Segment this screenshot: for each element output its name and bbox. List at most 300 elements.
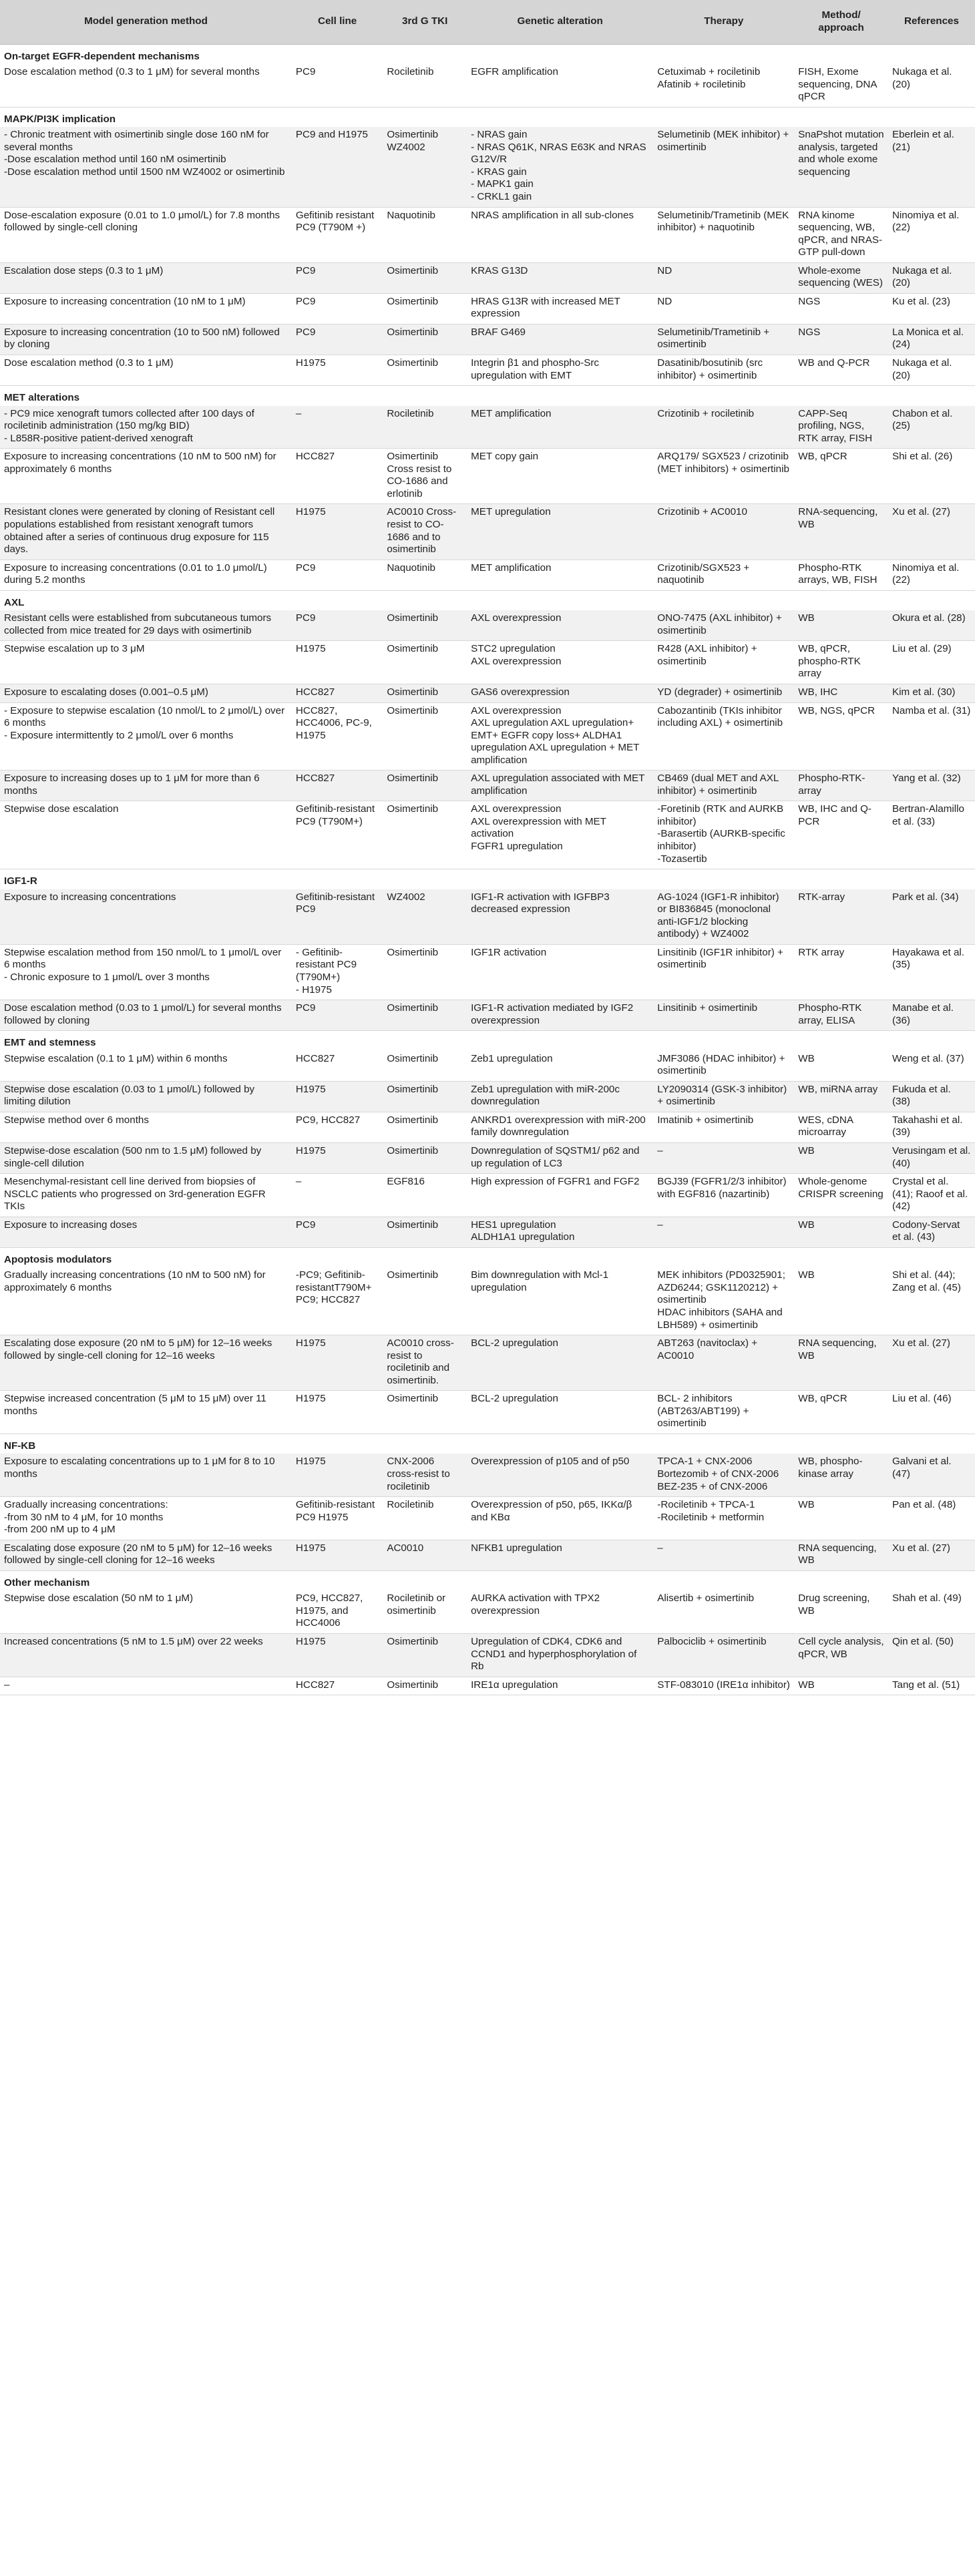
model-generation-method-cell bbox=[0, 1497, 292, 1540]
table-row bbox=[0, 1335, 975, 1391]
model-generation-method-cell bbox=[0, 1590, 292, 1633]
model-generation-method-cell bbox=[0, 1454, 292, 1496]
table-row bbox=[0, 355, 975, 385]
cell-line-cell bbox=[292, 324, 383, 355]
cell-line-text: HES1 upregulation bbox=[471, 1219, 556, 1231]
genetic-alteration-cell bbox=[467, 355, 653, 385]
cell-line-text: AC0010 cross-resist to rociletinib and osimertinib. bbox=[387, 1337, 454, 1386]
cell-line-text: Codony-Servat et al. (43) bbox=[892, 1219, 960, 1243]
cell-line-text: Dose escalation method (0.3 to 1 μM) for several months bbox=[4, 66, 260, 78]
section-title: AXL bbox=[4, 596, 25, 608]
cell-line-text: Selumetinib (MEK inhibitor) + osimertinib bbox=[657, 129, 789, 153]
cell-line-text: Osimertinib bbox=[387, 946, 439, 958]
tki-cell bbox=[383, 889, 467, 945]
tki-cell bbox=[383, 64, 467, 107]
cell-line-text: Gefitinib-resistant PC9 H1975 bbox=[295, 1499, 375, 1523]
cell-line-text: RNA sequencing, WB bbox=[798, 1542, 877, 1566]
cell-line-text: Selumetinib/Trametinib + osimertinib bbox=[657, 326, 770, 351]
header-cell-line: Cell line bbox=[292, 0, 383, 44]
cell-line-text: Namba et al. (31) bbox=[892, 704, 971, 716]
table-header bbox=[0, 0, 975, 44]
cell-line-text: Osimertinib bbox=[387, 1393, 439, 1405]
tki-cell bbox=[383, 1081, 467, 1112]
cell-line-text: GAS6 overexpression bbox=[471, 686, 570, 698]
cell-line-text: Liu et al. (29) bbox=[892, 643, 952, 655]
cell-line-text: CNX-2006 cross-resist to rociletinib bbox=[387, 1456, 450, 1492]
cell-line-text: Osimertinib bbox=[387, 129, 439, 141]
cell-line-text: WB, phospho-kinase array bbox=[798, 1456, 863, 1480]
tki-cell bbox=[383, 641, 467, 684]
cell-line-text: – bbox=[295, 1176, 302, 1188]
model-generation-method-cell bbox=[0, 1000, 292, 1031]
cell-line-text: Osimertinib bbox=[387, 326, 439, 338]
cell-line-text: -Tozasertib bbox=[657, 853, 707, 865]
model-generation-method-cell bbox=[0, 1267, 292, 1335]
cell-line-text: Galvani et al. (47) bbox=[892, 1456, 952, 1480]
cell-line-text: RNA kinome sequencing, WB, qPCR, and NRAS-GTP pull-down bbox=[798, 209, 883, 258]
cell-line-cell bbox=[292, 262, 383, 293]
cell-line-text: H1975 bbox=[295, 1636, 326, 1648]
cell-line-text: Okura et al. (28) bbox=[892, 612, 966, 624]
section-row bbox=[0, 107, 975, 127]
method-approach-cell bbox=[794, 1590, 888, 1633]
cell-line-text: Dasatinib/bosutinib (src inhibitor) + osimertinib bbox=[657, 357, 763, 381]
cell-line-text: Phospho-RTK-array bbox=[798, 773, 865, 797]
genetic-alteration-cell bbox=[467, 1142, 653, 1173]
cell-line-text: WES, cDNA microarray bbox=[798, 1114, 853, 1138]
cell-line-text: Bortezomib + of CNX-2006 bbox=[657, 1468, 779, 1480]
reference-cell bbox=[888, 641, 975, 684]
section-row bbox=[0, 44, 975, 64]
cell-line-text: HCC827 bbox=[295, 1679, 335, 1691]
cell-line-text: - KRAS gain bbox=[471, 166, 527, 178]
method-approach-cell bbox=[794, 560, 888, 590]
cell-line-text: Osimertinib bbox=[387, 686, 439, 698]
tki-cell bbox=[383, 1174, 467, 1217]
tki-cell bbox=[383, 1335, 467, 1391]
method-approach-cell bbox=[794, 504, 888, 560]
model-generation-method-cell bbox=[0, 127, 292, 207]
cell-line-text: Resistant cells were established from subcutaneous tumors collected from mice treated for 29 days with osimertinib bbox=[4, 612, 272, 636]
cell-line-text: Osimertinib bbox=[387, 1083, 439, 1095]
section-row bbox=[0, 1434, 975, 1454]
table-row bbox=[0, 1081, 975, 1112]
genetic-alteration-cell bbox=[467, 801, 653, 869]
cell-line-text: WB bbox=[798, 612, 815, 624]
cell-line-text: Dose escalation method (0.03 to 1 μmol/L) for several months followed by cloning bbox=[4, 1002, 282, 1026]
cell-line-text: Linsitinib + osimertinib bbox=[657, 1002, 758, 1014]
cell-line-text: WB bbox=[798, 1499, 815, 1511]
table-row bbox=[0, 610, 975, 641]
cell-line-text: MEK inhibitors (PD0325901; AZD6244; GSK1120212) + osimertinib bbox=[657, 1269, 785, 1306]
cell-line-text: Exposure to increasing concentrations (10 nM to 500 nM) for approximately 6 months bbox=[4, 451, 276, 475]
table-row bbox=[0, 684, 975, 703]
model-generation-method-cell bbox=[0, 610, 292, 641]
cell-line-text: LY2090314 (GSK-3 inhibitor) + osimertinib bbox=[657, 1083, 787, 1108]
therapy-cell bbox=[653, 1267, 794, 1335]
section-row bbox=[0, 1031, 975, 1051]
model-generation-method-cell bbox=[0, 684, 292, 703]
therapy-cell bbox=[653, 406, 794, 449]
cell-line-cell bbox=[292, 889, 383, 945]
cell-line-text: WB and Q-PCR bbox=[798, 357, 870, 369]
table-row bbox=[0, 1634, 975, 1677]
cell-line-text: HCC827 bbox=[295, 686, 335, 698]
cell-line-text: Rociletinib or osimertinib bbox=[387, 1592, 446, 1617]
cell-line-text: High expression of FGFR1 and FGF2 bbox=[471, 1176, 640, 1188]
cell-line-text: Gefitinib-resistant PC9 (T790M+) bbox=[295, 803, 375, 827]
method-approach-cell bbox=[794, 610, 888, 641]
reference-cell bbox=[888, 1391, 975, 1434]
cell-line-text: Overexpression of p105 and of p50 bbox=[471, 1456, 630, 1468]
reference-cell bbox=[888, 1081, 975, 1112]
cell-line-text: CAPP-Seq profiling, NGS, RTK array, FISH bbox=[798, 407, 873, 444]
tki-cell bbox=[383, 1051, 467, 1082]
method-approach-cell bbox=[794, 1677, 888, 1695]
cell-line-text: Osimertinib bbox=[387, 612, 439, 624]
reference-cell bbox=[888, 610, 975, 641]
cell-line-text: Kim et al. (30) bbox=[892, 686, 956, 698]
cell-line-text: Gradually increasing concentrations: bbox=[4, 1499, 168, 1511]
cell-line-text: H1975 bbox=[295, 1542, 326, 1554]
cell-line-text: Stepwise method over 6 months bbox=[4, 1114, 149, 1126]
method-approach-cell bbox=[794, 64, 888, 107]
section-row bbox=[0, 1570, 975, 1590]
section-title: Apoptosis modulators bbox=[4, 1253, 112, 1265]
cell-line-text: Crizotinib + rociletinib bbox=[657, 407, 755, 419]
reference-cell bbox=[888, 127, 975, 207]
tki-cell bbox=[383, 1454, 467, 1496]
cell-line-text: WZ4002 bbox=[387, 891, 425, 903]
cell-line-text: - NRAS gain bbox=[471, 129, 528, 141]
therapy-cell bbox=[653, 1454, 794, 1496]
model-generation-method-cell bbox=[0, 641, 292, 684]
cell-line-text: WB, qPCR, phospho-RTK array bbox=[798, 643, 861, 680]
table-row bbox=[0, 560, 975, 590]
cell-line-text: Fukuda et al. (38) bbox=[892, 1083, 951, 1108]
reference-cell bbox=[888, 1677, 975, 1695]
cell-line-cell bbox=[292, 801, 383, 869]
method-approach-cell bbox=[794, 324, 888, 355]
cell-line-text: WB, qPCR bbox=[798, 451, 847, 463]
cell-line-text: Xu et al. (27) bbox=[892, 506, 950, 518]
tki-cell bbox=[383, 1391, 467, 1434]
cell-line-text: ND bbox=[657, 295, 672, 307]
reference-cell bbox=[888, 355, 975, 385]
therapy-cell bbox=[653, 1081, 794, 1112]
table-row bbox=[0, 1142, 975, 1173]
cell-line-text: – bbox=[657, 1542, 663, 1554]
cell-line-text: WB bbox=[798, 1052, 815, 1064]
header-references: References bbox=[888, 0, 975, 44]
reference-cell bbox=[888, 406, 975, 449]
cell-line-cell bbox=[292, 504, 383, 560]
cell-line-cell bbox=[292, 1540, 383, 1570]
table-row bbox=[0, 1217, 975, 1247]
cell-line-text: R428 (AXL inhibitor) + osimertinib bbox=[657, 643, 757, 667]
table-row bbox=[0, 1267, 975, 1335]
section-title: MET alterations bbox=[4, 392, 80, 404]
cell-line-text: Crystal et al. (41); Raoof et al. (42) bbox=[892, 1176, 968, 1213]
cell-line-text: Shi et al. (26) bbox=[892, 451, 953, 463]
cell-line-cell bbox=[292, 1590, 383, 1633]
cell-line-text: Naquotinib bbox=[387, 209, 435, 221]
reference-cell bbox=[888, 1634, 975, 1677]
genetic-alteration-cell bbox=[467, 1000, 653, 1031]
cell-line-text: Escalation dose steps (0.3 to 1 μM) bbox=[4, 264, 164, 276]
cell-line-text: Overexpression of p50, p65, IKKα/β and KBα bbox=[471, 1499, 632, 1523]
cell-line-text: Mesenchymal-resistant cell line derived from biopsies of NSCLC patients who progressed on 3rd-generation EGFR TKIs bbox=[4, 1176, 266, 1213]
cell-line-text: Exposure to increasing doses bbox=[4, 1219, 138, 1231]
section-row bbox=[0, 869, 975, 889]
reference-cell bbox=[888, 1217, 975, 1247]
method-approach-cell bbox=[794, 1335, 888, 1391]
table-body bbox=[0, 44, 975, 1695]
cell-line-text: PC9 bbox=[295, 1219, 316, 1231]
table-row bbox=[0, 1677, 975, 1695]
tki-cell bbox=[383, 610, 467, 641]
cell-line-cell bbox=[292, 771, 383, 801]
cell-line-text: PC9 and H1975 bbox=[295, 129, 368, 141]
method-approach-cell bbox=[794, 355, 888, 385]
table-row bbox=[0, 944, 975, 1000]
cell-line-text: MET upregulation bbox=[471, 506, 551, 518]
method-approach-cell bbox=[794, 1051, 888, 1082]
tki-cell bbox=[383, 1112, 467, 1142]
therapy-cell bbox=[653, 702, 794, 771]
method-approach-cell bbox=[794, 293, 888, 324]
method-approach-cell bbox=[794, 684, 888, 703]
model-generation-method-cell bbox=[0, 406, 292, 449]
reference-cell bbox=[888, 1000, 975, 1031]
cell-line-text: Exposure to increasing concentrations bbox=[4, 891, 176, 903]
cell-line-text: - MAPK1 gain bbox=[471, 178, 534, 190]
cell-line-text: Stepwise escalation up to 3 μM bbox=[4, 643, 145, 655]
cell-line-text: WB bbox=[798, 1219, 815, 1231]
cell-line-cell bbox=[292, 64, 383, 107]
cell-line-text: -Rociletinib + TPCA-1 bbox=[657, 1499, 755, 1511]
genetic-alteration-cell bbox=[467, 406, 653, 449]
cell-line-text: AXL overexpression bbox=[471, 655, 562, 667]
cell-line-text: -Dose escalation method until 1500 nM WZ4002 or osimertinib bbox=[4, 166, 285, 178]
cell-line-text: PC9 bbox=[295, 295, 316, 307]
section-row bbox=[0, 386, 975, 406]
therapy-cell bbox=[653, 1051, 794, 1082]
model-generation-method-cell bbox=[0, 944, 292, 1000]
cell-line-text: Linsitinib (IGF1R inhibitor) + osimertinib bbox=[657, 946, 783, 971]
therapy-cell bbox=[653, 1391, 794, 1434]
reference-cell bbox=[888, 1497, 975, 1540]
cell-line-text: PC9 bbox=[295, 562, 316, 574]
cell-line-text: Stepwise-dose escalation (500 nm to 1.5 μM) followed by single-cell dilution bbox=[4, 1144, 262, 1169]
method-approach-cell bbox=[794, 1081, 888, 1112]
therapy-cell bbox=[653, 355, 794, 385]
tki-cell bbox=[383, 702, 467, 771]
cell-line-cell bbox=[292, 702, 383, 771]
cell-line-text: Whole-genome CRISPR screening bbox=[798, 1176, 884, 1200]
cell-line-text: Rociletinib bbox=[387, 1499, 434, 1511]
method-approach-cell bbox=[794, 801, 888, 869]
cell-line-cell bbox=[292, 1267, 383, 1335]
model-generation-method-cell bbox=[0, 262, 292, 293]
cell-line-text: - PC9 mice xenograft tumors collected after 100 days of rociletinib administration (150 mg/kg BID) bbox=[4, 407, 254, 432]
cell-line-cell bbox=[292, 641, 383, 684]
genetic-alteration-cell bbox=[467, 771, 653, 801]
reference-cell bbox=[888, 207, 975, 262]
cell-line-text: Xu et al. (27) bbox=[892, 1542, 950, 1554]
table-row bbox=[0, 1590, 975, 1633]
cell-line-text: -Dose escalation method until 160 nM osimertinib bbox=[4, 154, 226, 166]
cell-line-text: Qin et al. (50) bbox=[892, 1636, 954, 1648]
table-row bbox=[0, 293, 975, 324]
cell-line-text: Weng et al. (37) bbox=[892, 1052, 964, 1064]
cell-line-text: Tang et al. (51) bbox=[892, 1679, 960, 1691]
cell-line-text: MET amplification bbox=[471, 407, 552, 419]
cell-line-text: - Exposure to stepwise escalation (10 nmol/L to 2 μmol/L) over 6 months bbox=[4, 704, 285, 729]
cell-line-cell bbox=[292, 127, 383, 207]
model-generation-method-cell bbox=[0, 293, 292, 324]
table-row bbox=[0, 702, 975, 771]
header-therapy: Therapy bbox=[653, 0, 794, 44]
cell-line-text: BCL-2 upregulation bbox=[471, 1393, 558, 1405]
cell-line-text: AXL overexpression bbox=[471, 803, 562, 815]
cell-line-text: Increased concentrations (5 nM to 1.5 μM) over 22 weeks bbox=[4, 1636, 263, 1648]
tki-cell bbox=[383, 127, 467, 207]
cell-line-text: Gradually increasing concentrations (10 nM to 500 nM) for approximately 6 months bbox=[4, 1269, 266, 1293]
cell-line-text: NGS bbox=[798, 295, 821, 307]
cell-line-text: WB bbox=[798, 1144, 815, 1156]
cell-line-text: Alisertib + osimertinib bbox=[657, 1592, 755, 1604]
table-row bbox=[0, 889, 975, 945]
therapy-cell bbox=[653, 1112, 794, 1142]
cell-line-text: Zeb1 upregulation bbox=[471, 1052, 553, 1064]
method-approach-cell bbox=[794, 1174, 888, 1217]
header-row bbox=[0, 0, 975, 44]
cell-line-text: -from 200 nM up to 4 μM bbox=[4, 1524, 116, 1536]
cell-line-text: AXL upregulation associated with MET amplification bbox=[471, 773, 645, 797]
cell-line-text: NRAS amplification in all sub-clones bbox=[471, 209, 634, 221]
therapy-cell bbox=[653, 207, 794, 262]
cell-line-text: AXL overexpression bbox=[471, 704, 562, 716]
genetic-alteration-cell bbox=[467, 1112, 653, 1142]
cell-line-text: Dose-escalation exposure (0.01 to 1.0 μmol/L) for 7.8 months followed by single-cell cloning bbox=[4, 209, 280, 234]
cell-line-text: NFKB1 upregulation bbox=[471, 1542, 562, 1554]
section-title: IGF1-R bbox=[4, 875, 37, 887]
therapy-cell bbox=[653, 1590, 794, 1633]
cell-line-text: Exposure to increasing concentration (10 to 500 nM) followed by cloning bbox=[4, 326, 280, 351]
genetic-alteration-cell bbox=[467, 207, 653, 262]
cell-line-text: Liu et al. (46) bbox=[892, 1393, 952, 1405]
cell-line-text: Osimertinib bbox=[387, 1269, 439, 1281]
section-row bbox=[0, 1247, 975, 1267]
genetic-alteration-cell bbox=[467, 1051, 653, 1082]
cell-line-text: - Chronic treatment with osimertinib single dose 160 nM for several months bbox=[4, 129, 269, 153]
reference-cell bbox=[888, 1590, 975, 1633]
cell-line-text: H1975 bbox=[295, 357, 326, 369]
cell-line-text: – bbox=[4, 1679, 10, 1691]
cell-line-text: Afatinib + rociletinib bbox=[657, 78, 746, 90]
method-approach-cell bbox=[794, 1454, 888, 1496]
cell-line-text: Ku et al. (23) bbox=[892, 295, 950, 307]
cell-line-text: Chabon et al. (25) bbox=[892, 407, 953, 432]
therapy-cell bbox=[653, 1142, 794, 1173]
therapy-cell bbox=[653, 449, 794, 504]
method-approach-cell bbox=[794, 771, 888, 801]
model-generation-method-cell bbox=[0, 1174, 292, 1217]
table-row bbox=[0, 64, 975, 107]
genetic-alteration-cell bbox=[467, 127, 653, 207]
genetic-alteration-cell bbox=[467, 560, 653, 590]
table-row bbox=[0, 1112, 975, 1142]
therapy-cell bbox=[653, 1497, 794, 1540]
model-generation-method-cell bbox=[0, 207, 292, 262]
cell-line-text: Whole-exome sequencing (WES) bbox=[798, 264, 883, 289]
cell-line-text: H1975 bbox=[295, 1456, 326, 1468]
model-generation-method-cell bbox=[0, 1335, 292, 1391]
cell-line-text: H1975 bbox=[295, 1337, 326, 1349]
genetic-alteration-cell bbox=[467, 702, 653, 771]
reference-cell bbox=[888, 1051, 975, 1082]
tki-cell bbox=[383, 355, 467, 385]
cell-line-text: Phospho-RTK arrays, WB, FISH bbox=[798, 562, 878, 586]
cell-line-text: ABT263 (navitoclax) + AC0010 bbox=[657, 1337, 758, 1361]
cell-line-text: HCC827 bbox=[295, 773, 335, 785]
cell-line-cell bbox=[292, 1000, 383, 1031]
cell-line-cell bbox=[292, 560, 383, 590]
tki-cell bbox=[383, 1217, 467, 1247]
cell-line-text: PC9 bbox=[295, 1002, 316, 1014]
therapy-cell bbox=[653, 610, 794, 641]
cell-line-text: Cetuximab + rociletinib bbox=[657, 66, 761, 78]
cell-line-text: KRAS G13D bbox=[471, 264, 528, 276]
cell-line-cell bbox=[292, 684, 383, 703]
method-approach-cell bbox=[794, 1267, 888, 1335]
model-generation-method-cell bbox=[0, 1391, 292, 1434]
cell-line-text: Stepwise increased concentration (5 μM to 15 μM) over 11 months bbox=[4, 1393, 266, 1417]
therapy-cell bbox=[653, 1174, 794, 1217]
table-row bbox=[0, 801, 975, 869]
cell-line-text: WB, IHC and Q-PCR bbox=[798, 803, 871, 827]
table-row bbox=[0, 504, 975, 560]
cell-line-text: Integrin β1 and phospho-Src upregulation with EMT bbox=[471, 357, 600, 381]
cell-line-text: HCC827 bbox=[295, 1052, 335, 1064]
method-approach-cell bbox=[794, 207, 888, 262]
cell-line-text: PC9 bbox=[295, 612, 316, 624]
cell-line-text: IGF1R activation bbox=[471, 946, 547, 958]
cell-line-text: Phospho-RTK array, ELISA bbox=[798, 1002, 862, 1026]
genetic-alteration-cell bbox=[467, 889, 653, 945]
cell-line-text: IGF1-R activation mediated by IGF2 overexpression bbox=[471, 1002, 634, 1026]
cell-line-text: PC9, HCC827, H1975, and HCC4006 bbox=[295, 1592, 363, 1629]
therapy-cell bbox=[653, 889, 794, 945]
cell-line-text: Crizotinib/SGX523 + naquotinib bbox=[657, 562, 750, 586]
genetic-alteration-cell bbox=[467, 1335, 653, 1391]
genetic-alteration-cell bbox=[467, 610, 653, 641]
cell-line-text: ONO-7475 (AXL inhibitor) + osimertinib bbox=[657, 612, 782, 636]
cell-line-text: Osimertinib bbox=[387, 295, 439, 307]
cell-line-text: PC9, HCC827 bbox=[295, 1114, 361, 1126]
tki-cell bbox=[383, 1497, 467, 1540]
reference-cell bbox=[888, 702, 975, 771]
cell-line-text: AURKA activation with TPX2 overexpression bbox=[471, 1592, 600, 1617]
model-generation-method-cell bbox=[0, 560, 292, 590]
table-row bbox=[0, 771, 975, 801]
cell-line-text: Zeb1 upregulation with miR-200c downregulation bbox=[471, 1083, 620, 1108]
cell-line-cell bbox=[292, 1454, 383, 1496]
cell-line-text: Exposure to increasing concentration (10 nM to 1 μM) bbox=[4, 295, 246, 307]
cell-line-text: Park et al. (34) bbox=[892, 891, 959, 903]
therapy-cell bbox=[653, 262, 794, 293]
